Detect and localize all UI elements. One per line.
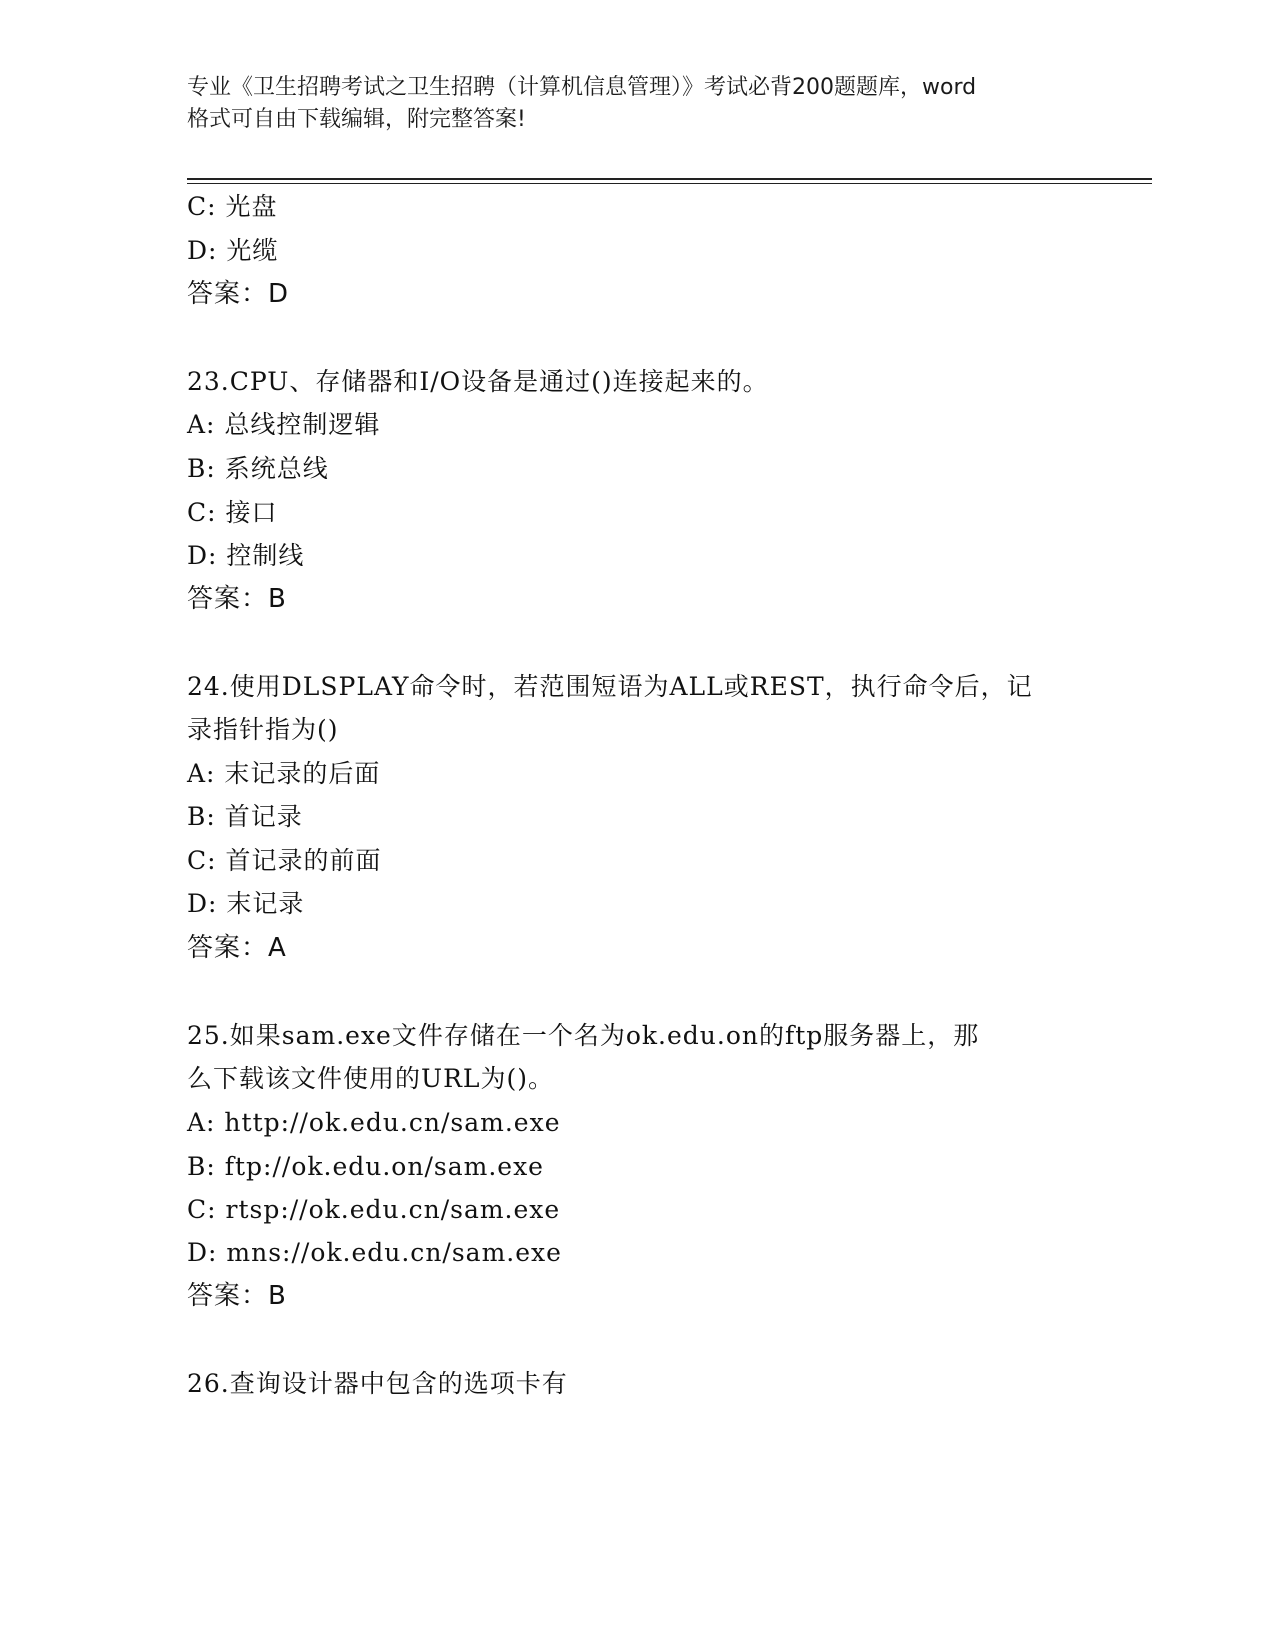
q25-question-line2: 么下载该文件使用的URL为()。 (187, 1064, 555, 1093)
q23-option-a: A: 总线控制逻辑 (187, 410, 381, 439)
q25-option-d: D: mns://ok.edu.cn/sam.exe (187, 1238, 562, 1267)
q25-option-c: C: rtsp://ok.edu.cn/sam.exe (187, 1195, 561, 1224)
header-title-line2: 格式可自由下载编辑，附完整答案! (187, 107, 526, 132)
q24-answer: 答案：A (187, 933, 287, 963)
q24-question-line2: 录指针指为() (187, 715, 339, 744)
q22-answer: 答案：D (187, 279, 290, 309)
q24-option-b: B: 首记录 (187, 802, 303, 831)
q23-question: 23.CPU、存储器和I/O设备是通过()连接起来的。 (187, 367, 769, 396)
q24-option-d: D: 末记录 (187, 889, 305, 918)
header-divider-secondary (187, 183, 1152, 184)
q25-option-a: A: http://ok.edu.cn/sam.exe (187, 1108, 561, 1137)
q25-answer: 答案：B (187, 1281, 287, 1311)
q26-question: 26.查询设计器中包含的选项卡有 (187, 1369, 568, 1398)
q24-option-a: A: 末记录的后面 (187, 759, 381, 788)
q24-option-c: C: 首记录的前面 (187, 846, 382, 875)
q25-question-line1: 25.如果sam.exe文件存储在一个名为ok.edu.on的ftp服务器上，那 (187, 1021, 980, 1050)
header-title-line1: 专业《卫生招聘考试之卫生招聘（计算机信息管理）》考试必背200题题库，word (187, 75, 977, 100)
q23-option-d: D: 控制线 (187, 541, 305, 570)
q24-question-line1: 24.使用DLSPLAY命令时，若范围短语为ALL或REST，执行命令后，记 (187, 672, 1033, 701)
document-header (187, 72, 1087, 136)
q25-option-b: B: ftp://ok.edu.on/sam.exe (187, 1152, 544, 1181)
q23-answer: 答案：B (187, 584, 287, 614)
q23-option-c: C: 接口 (187, 498, 278, 527)
q22-option-c: C: 光盘 (187, 192, 278, 221)
header-divider (187, 178, 1152, 180)
q22-option-d: D: 光缆 (187, 236, 279, 265)
q23-option-b: B: 系统总线 (187, 454, 329, 483)
